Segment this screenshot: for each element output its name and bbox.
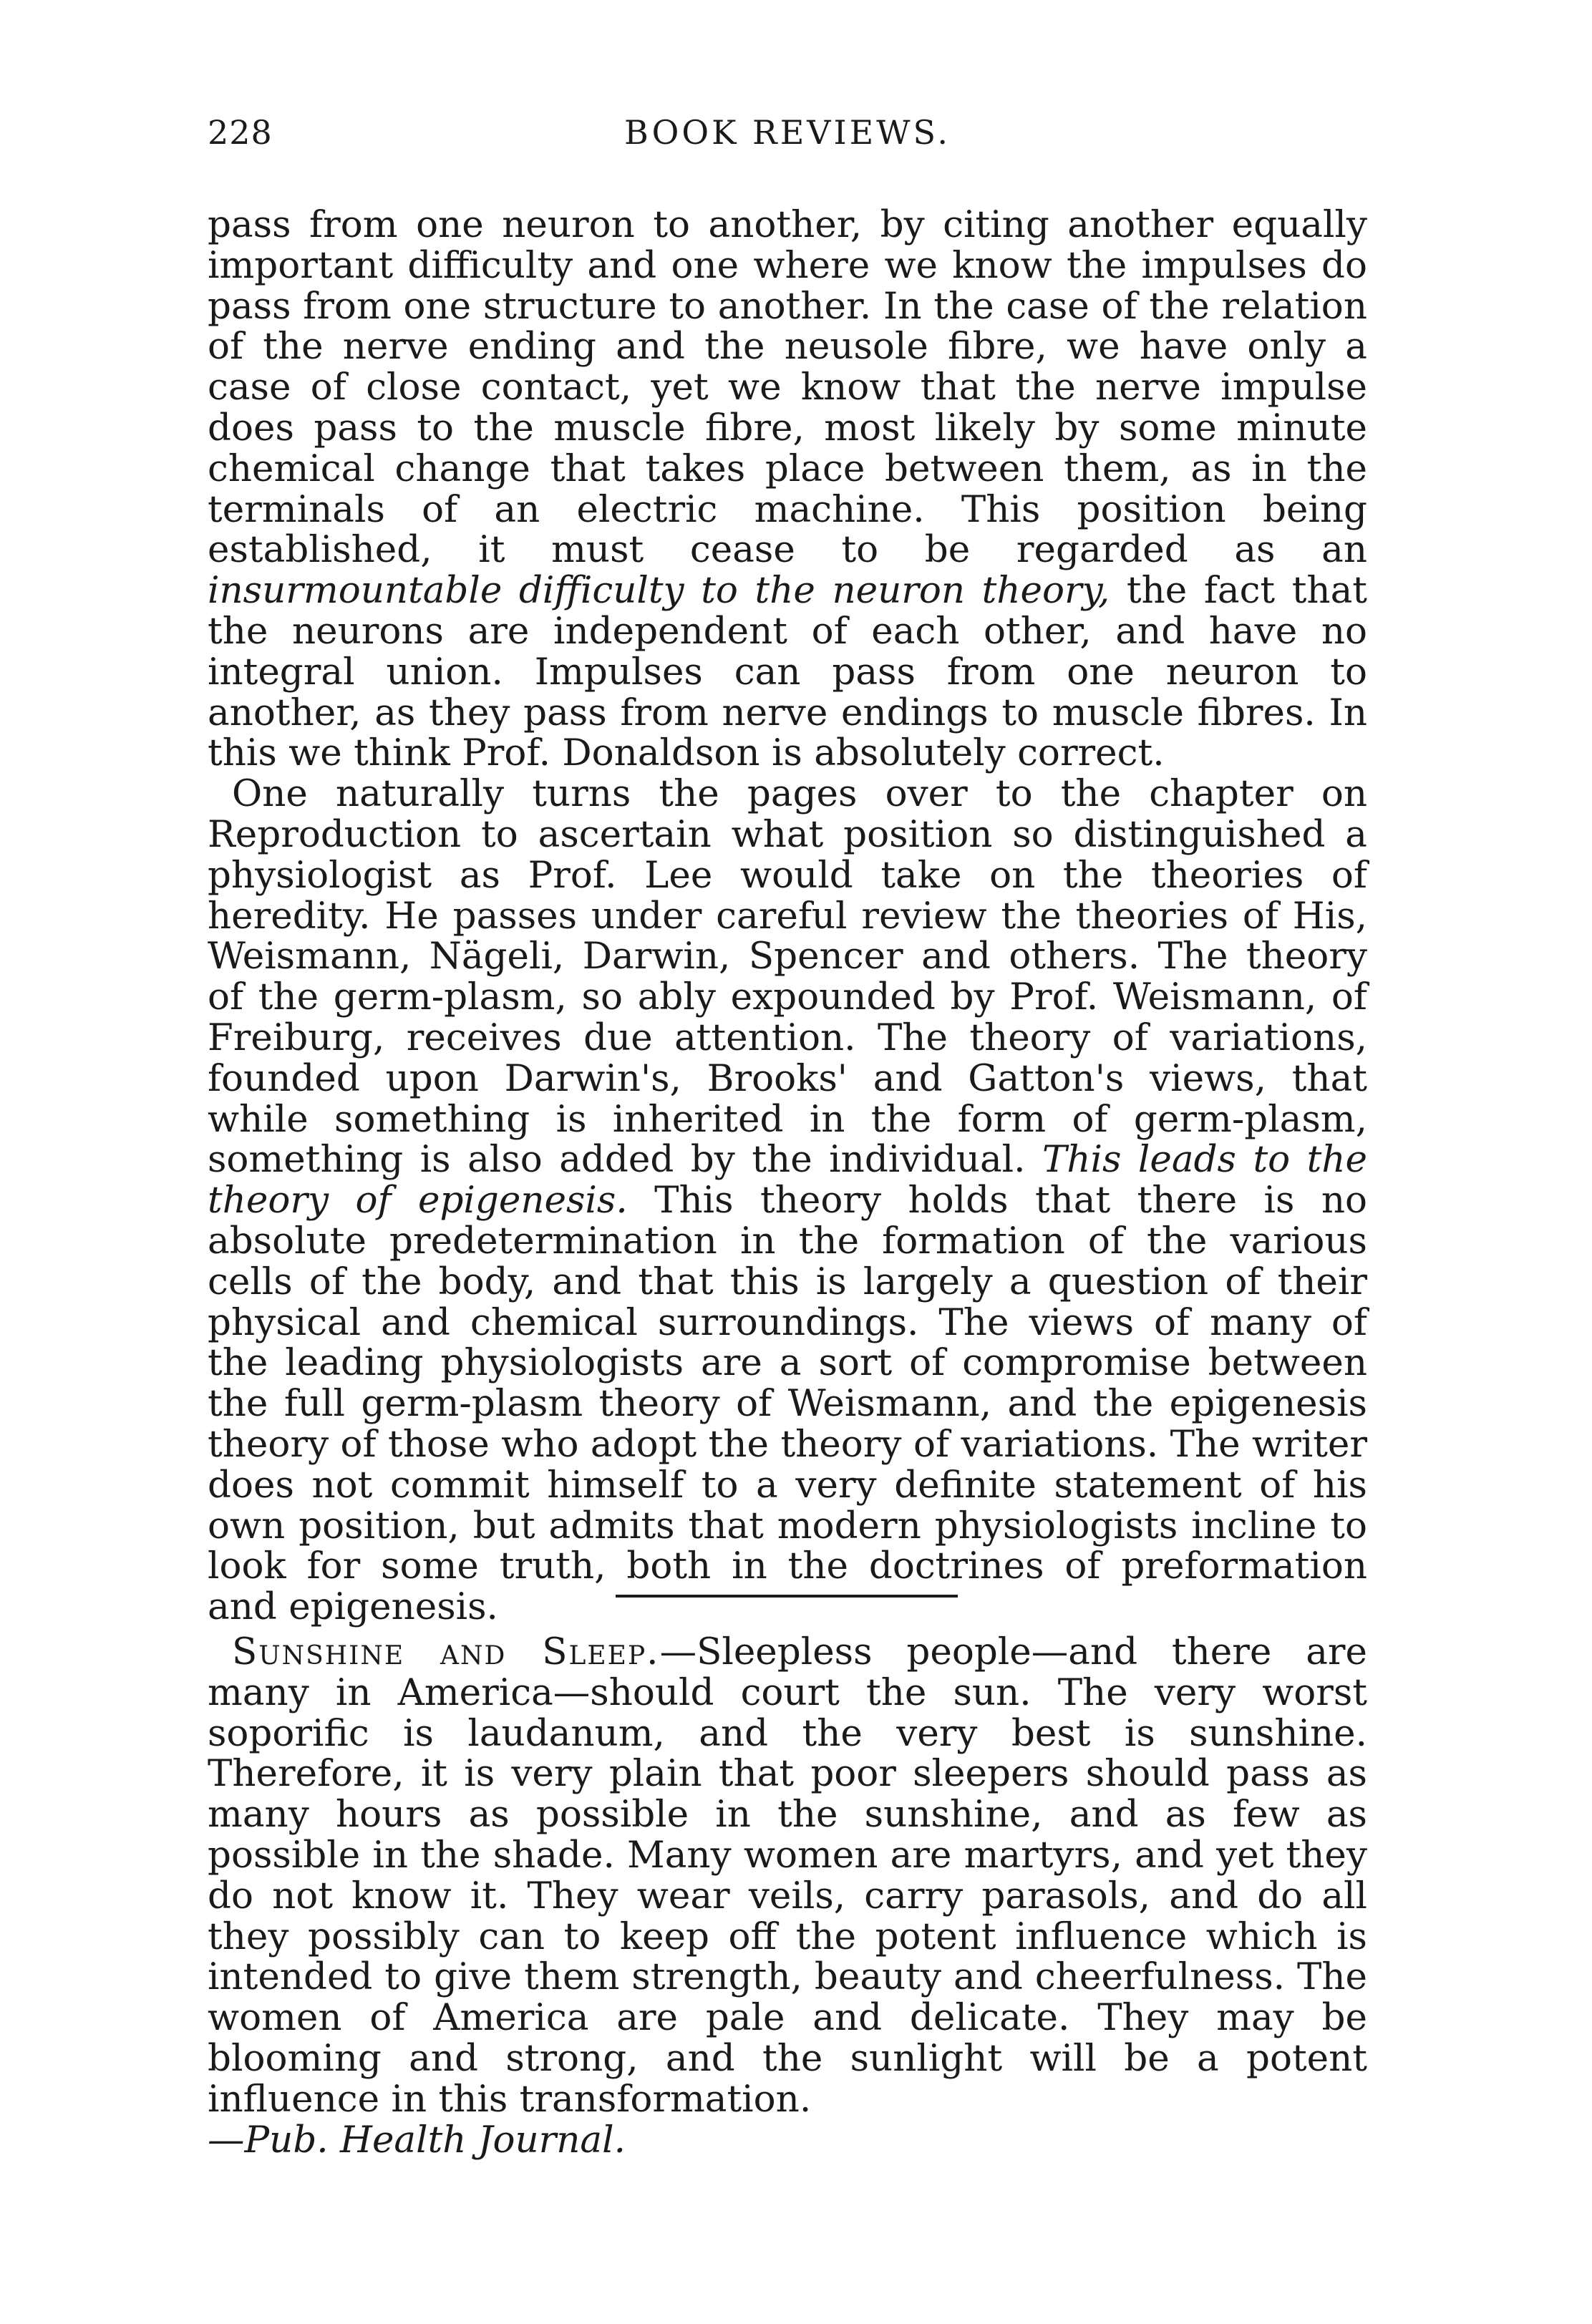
review-paragraph-emphasis: This leads to the theory of epigenesis. [208, 1138, 1367, 1222]
review-paragraph [208, 205, 1367, 774]
review-paragraph-text: pass from one neuron to another, by citing another equally important difficulty and one where we know the impulses do pass from one structure to another. In the case of the relation of the nerve ending and the neusole fibre, we have only a case of close contact, yet we know that the nerve impulse does pass to the muscle fibre, most likely by some minute chemical change that takes place between them, as in the terminals of an electric machine. This position being established, it must cease to be regarded as an [208, 203, 1367, 572]
sunshine-and-sleep-note [208, 1632, 1367, 2160]
section-divider [616, 1595, 958, 1598]
review-paragraph-text: One naturally turns the pages over to the chapter on Reproduction to ascertain what position so distinguished a physiologist as Prof. Lee would take on the theories of heredity. He passes under careful review the theories of His, Weismann, Nägeli, Darwin, Spencer and others. The theory of the germ-plasm, so ably expounded by Prof. Weismann, of Freiburg, receives due attention. The theory of variations, founded upon Darwin's, Brooks' and Gatton's views, that while something is inherited in the form of germ-plasm, something is also added by the individual. [208, 772, 1367, 1182]
review-paragraph [208, 774, 1367, 1628]
running-head: BOOK REVIEWS. [623, 113, 951, 152]
page-header [208, 113, 1367, 163]
page-number: 228 [208, 113, 273, 152]
review-paragraph-text: the fact that the neurons are independent of each other, and have no integral union. Impulses can pass from one neuron to another, as they pass from nerve endings to muscle fibres. In this we think Prof. Donaldson is absolutely correct. [208, 569, 1367, 775]
review-paragraph-text: This theory holds that there is no absolute predetermination in the formation of the various cells of the body, and that this is largely a question of their physical and chemical surroundings. The views of many of the leading physiologists are a sort of compromise between the full germ-plasm theory of Weismann, and the epigenesis theory of those who adopt the theory of variations. The writer does not commit himself to a very definite statement of his own position, but admits that modern physiologists incline to look for some truth, both in the doctrines of preformation and epigenesis. [208, 1179, 1368, 1629]
book-review-text [208, 205, 1367, 1628]
note-title: Sunshine and Sleep. [232, 1630, 660, 1673]
review-paragraph-emphasis: insurmountable difficulty to the neuron theory, [208, 569, 1110, 613]
note-source: —Pub. Health Journal. [208, 2118, 626, 2162]
note-body: —Sleepless people—and there are many in America—should court the sun. The very worst soporific is laudanum, and the very best is sunshine. Therefore, it is very plain that poor sleepers should pass as many hours as possible in the sunshine, and as few as possible in the shade. Many women are martyrs, and yet they do not know it. They wear veils, carry parasols, and do all they possibly can to keep off the potent influence which is intended to give them strength, beauty and cheerfulness. The women of America are pale and delicate. They may be blooming and strong, and the sunlight will be a potent influence in this transformation. [208, 1630, 1367, 2121]
